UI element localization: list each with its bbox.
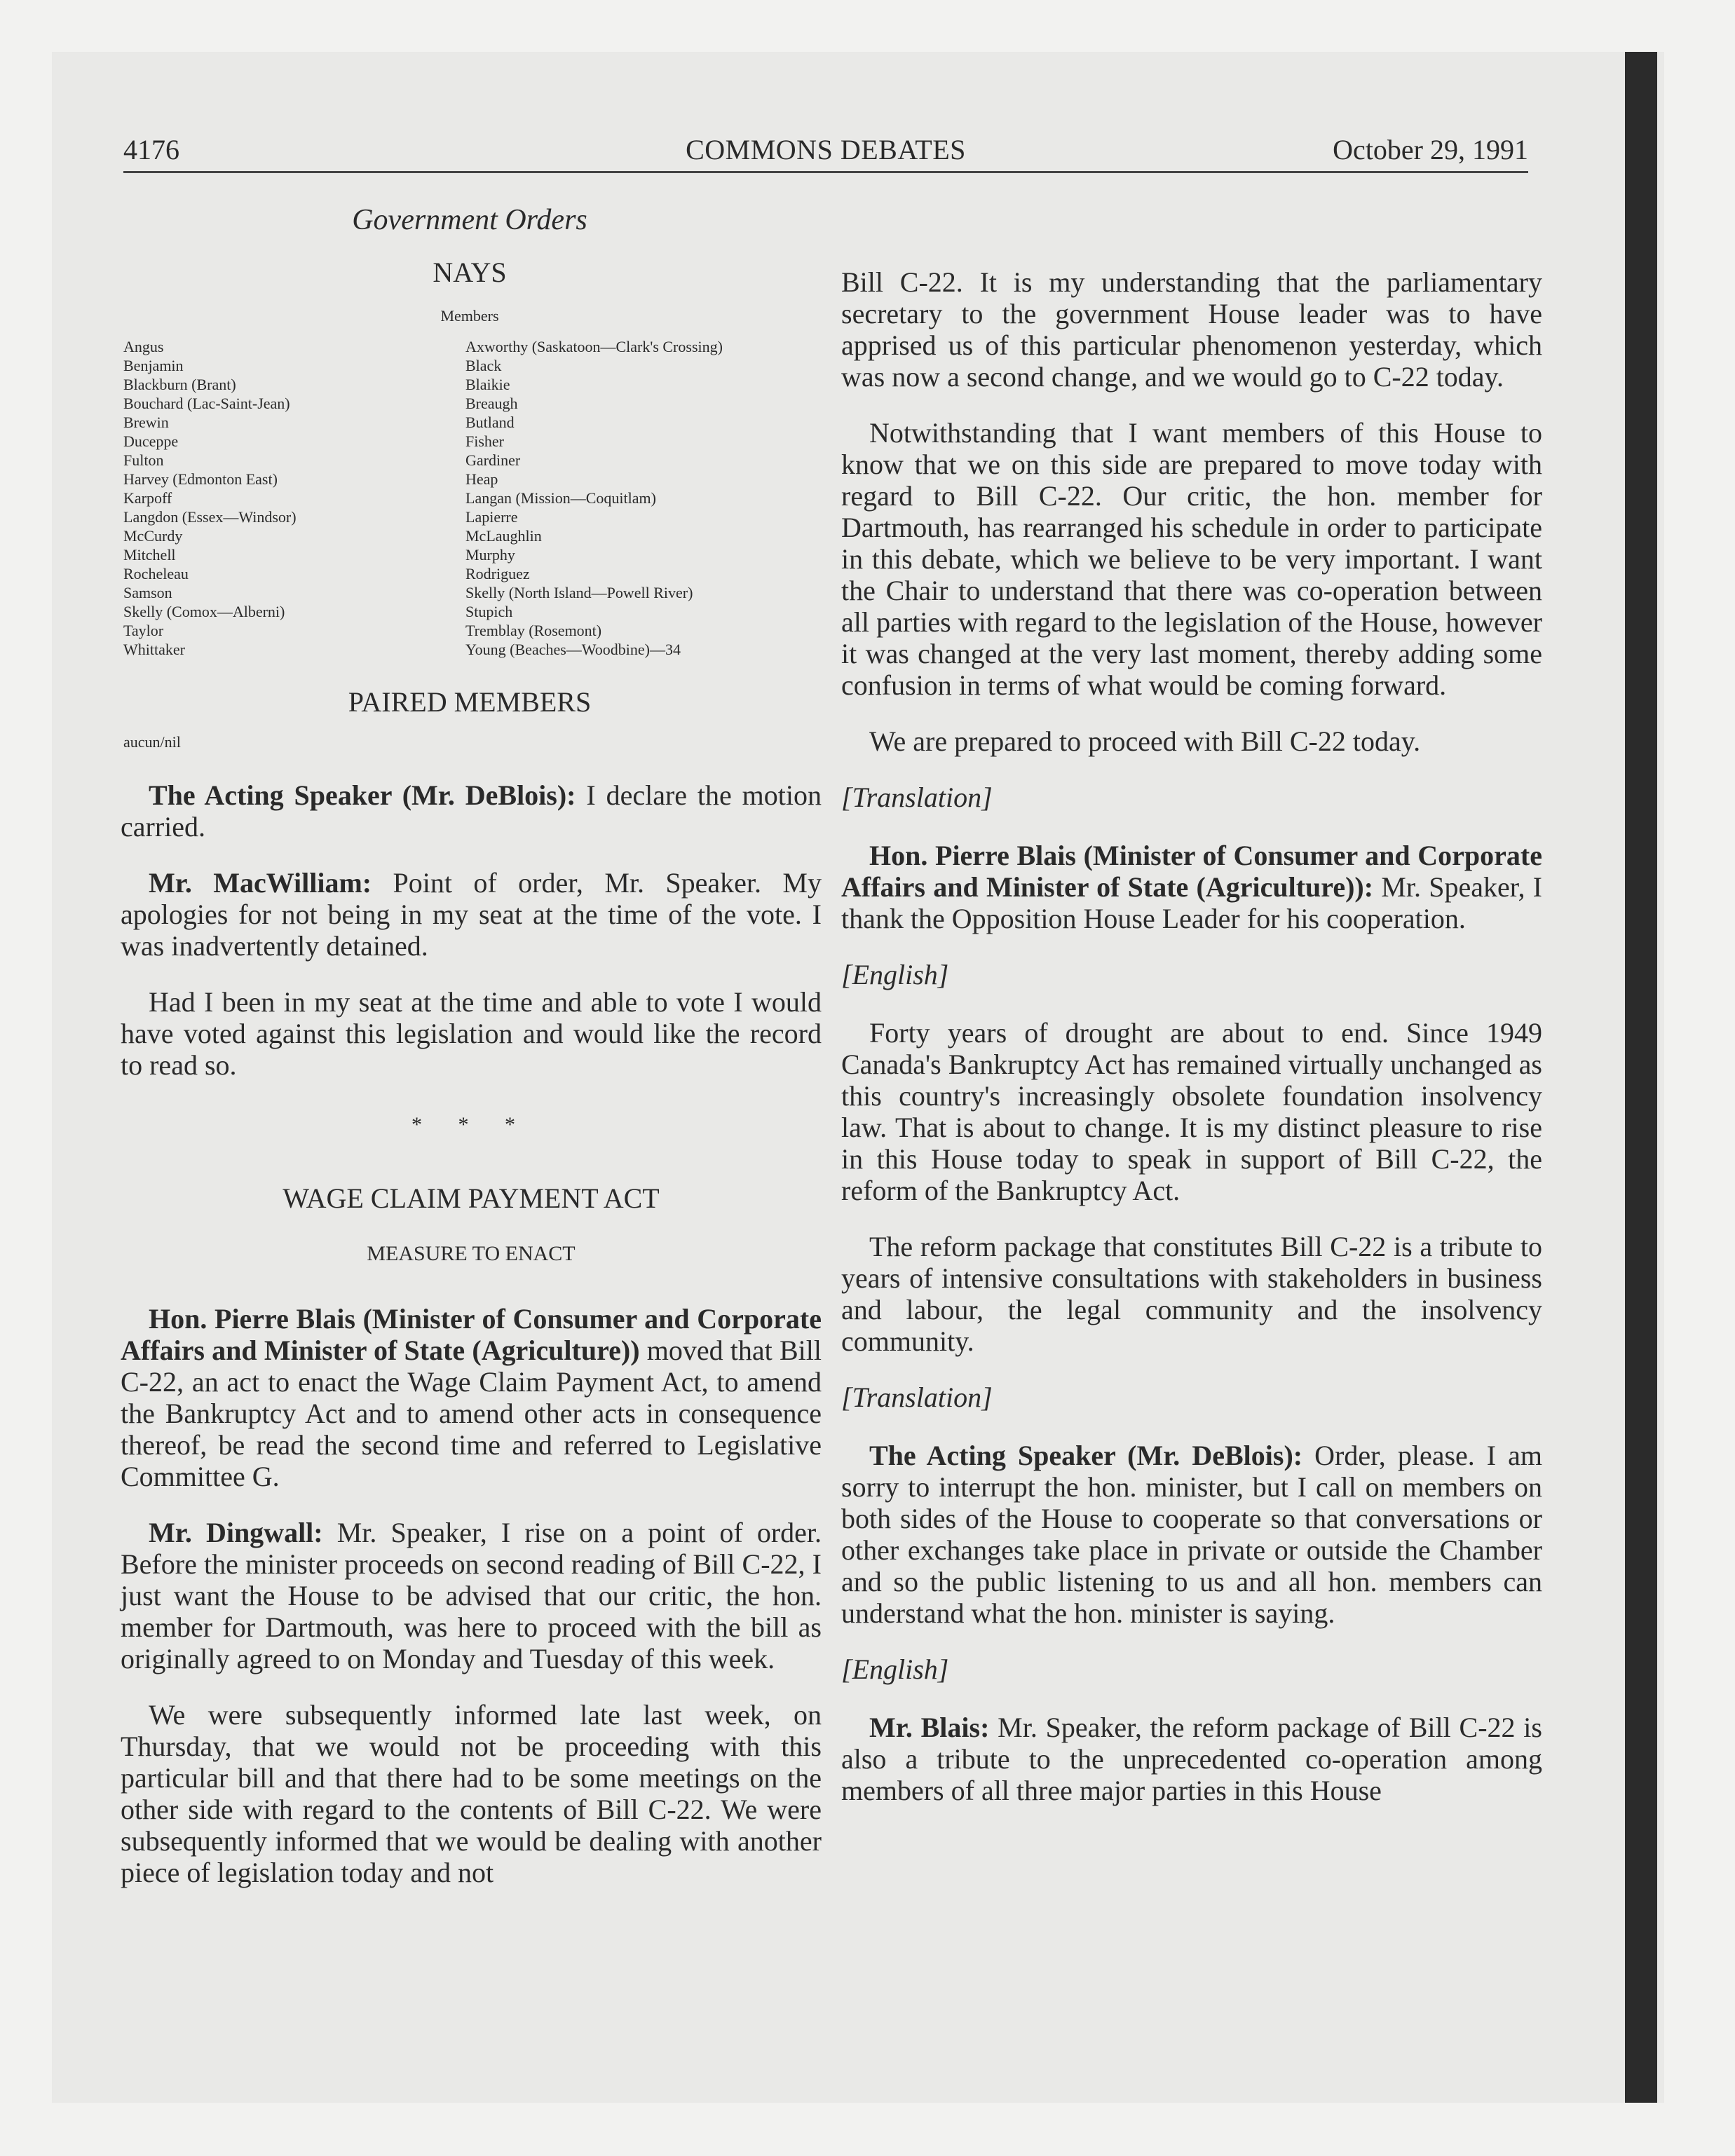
page-number: 4176 — [123, 134, 179, 165]
member-name: Brewin — [123, 414, 169, 431]
paragraph — [121, 779, 822, 842]
speech-text: Order, please. I am sorry to interrupt the hon. minister, but I call on members on both sides of the House to cooperate so that conversations or other exchanges take place in private or outside the Chamber and so the public listening to us and all hon. members can understand what the hon. minister is saying. — [841, 1440, 1543, 1629]
member-name: Blackburn (Brant) — [123, 376, 236, 393]
section-title: Government Orders — [352, 204, 587, 236]
paragraph: Bill C-22. It is my understanding that the parliamentary secretary to the government House leader was to have apprised us of this particular phenomenon yesterday, which was now a second change, and we would go to C-22 today. — [841, 266, 1542, 393]
member-name: Rocheleau — [123, 565, 189, 582]
member-name: Samson — [123, 584, 172, 601]
nays-heading: NAYS — [433, 257, 507, 288]
member-name: McLaughlin — [465, 527, 542, 545]
member-name: Fisher — [465, 432, 504, 450]
member-name: Harvey (Edmonton East) — [123, 470, 278, 488]
speaker-name: Mr. Dingwall: — [149, 1517, 323, 1548]
member-name: Heap — [465, 470, 498, 488]
paragraph — [841, 840, 1542, 934]
speaker-name: Mr. Blais: — [869, 1712, 990, 1743]
member-name: Breaugh — [465, 395, 518, 412]
member-name: Stupich — [465, 603, 513, 620]
speech-text: Mr. Speaker, the reform package of Bill C-22 is also a tribute to the unprecedented co-operation among members of all three major parties in this House — [841, 1712, 1542, 1806]
members-label: Members — [440, 307, 499, 325]
paragraph — [121, 867, 822, 962]
member-name: Skelly (North Island—Powell River) — [465, 584, 693, 601]
translation-marker: [Translation] — [841, 1381, 993, 1413]
member-name: Mitchell — [123, 546, 176, 564]
member-name: Benjamin — [123, 357, 184, 374]
member-name: Murphy — [465, 546, 515, 564]
member-name: Whittaker — [123, 641, 185, 658]
act-title: WAGE CLAIM PAYMENT ACT — [283, 1182, 660, 1214]
speech-text: moved that Bill C-22, an act to enact the Wage Claim Payment Act, to amend the Bankruptcy Act and to amend other acts in consequence thereof, be read the second time and referred to Legislative Committee G. — [121, 1335, 822, 1492]
member-name: Gardiner — [465, 451, 521, 469]
page-header — [123, 132, 1528, 173]
nays-list-right — [465, 337, 858, 659]
speaker-name: Hon. Pierre Blais (Minister of Consumer and Corporate Affairs and Minister of State (Agriculture)) — [121, 1303, 822, 1366]
member-name: Tremblay (Rosemont) — [465, 622, 602, 639]
paired-members-heading: PAIRED MEMBERS — [348, 686, 592, 718]
speaker-name: The Acting Speaker (Mr. DeBlois): — [149, 779, 576, 811]
section-separator: * * * — [411, 1113, 531, 1136]
member-name: Skelly (Comox—Alberni) — [123, 603, 285, 620]
speaker-name: Mr. MacWilliam: — [149, 867, 372, 899]
paragraph — [121, 1517, 822, 1674]
member-name: Bouchard (Lac-Saint-Jean) — [123, 395, 290, 412]
page-date: October 29, 1991 — [1333, 134, 1528, 165]
member-name: Duceppe — [123, 432, 179, 450]
speaker-name: The Acting Speaker (Mr. DeBlois): — [869, 1440, 1303, 1471]
scan-edge-bar — [1625, 52, 1657, 2103]
publication-title: COMMONS DEBATES — [686, 134, 966, 165]
member-name: Taylor — [123, 622, 164, 639]
speech-text: I declare the motion carried. — [121, 779, 822, 842]
paragraph: Notwithstanding that I want members of this House to know that we on this side are prepared to move today with regard to Bill C-22. Our critic, the hon. member for Dartmouth, has rearranged his schedule in order to participate in this debate, which we believe to be very important. I want the Chair to understand that there was co-operation between all parties with regard to the legislation of the House, however it was changed at the very last moment, thereby adding some confusion in terms of what would be coming forward. — [841, 417, 1542, 701]
language-marker: [English] — [841, 1653, 949, 1685]
right-text-column — [841, 266, 1542, 1831]
paragraph — [841, 1712, 1542, 1806]
paragraph — [841, 1440, 1542, 1629]
speech-text: Mr. Speaker, I thank the Opposition House Leader for his cooperation. — [841, 871, 1543, 934]
speaker-name: Hon. Pierre Blais (Minister of Consumer and Corporate Affairs and Minister of State (Agriculture)): — [841, 840, 1542, 903]
paragraph: We are prepared to proceed with Bill C-22 today. — [869, 725, 1421, 757]
left-text-column — [121, 779, 822, 1913]
member-name: McCurdy — [123, 527, 183, 545]
paragraph — [121, 1303, 822, 1492]
member-name: Fulton — [123, 451, 164, 469]
member-name: Angus — [123, 338, 164, 355]
member-name: Lapierre — [465, 508, 518, 526]
member-name: Axworthy (Saskatoon—Clark's Crossing) — [465, 338, 723, 355]
paragraph: Had I been in my seat at the time and able to vote I would have voted against this legislation and would like the record to read so. — [121, 986, 822, 1081]
member-name: Rodriguez — [465, 565, 530, 582]
member-name: Young (Beaches—Woodbine)—34 — [465, 641, 681, 658]
member-name: Black — [465, 357, 502, 374]
nays-list-left — [123, 337, 474, 659]
paragraph: We were subsequently informed late last week, on Thursday, that we would not be proceeding with this particular bill and that there had to be some meetings on the other side with regard to the contents of Bill C-22. We were subsequently informed that we would be dealing with another piece of legislation today and not — [121, 1699, 822, 1888]
language-marker: [English] — [841, 959, 949, 990]
speech-text: Point of order, Mr. Speaker. My apologies for not being in my seat at the time of the vote. I was inadvertently detained. — [121, 867, 822, 962]
paragraph: Forty years of drought are about to end. Since 1949 Canada's Bankruptcy Act has remained virtually unchanged as this country's increasingly obsolete foundation insolvency law. That is about to change. It is my distinct pleasure to rise in this House today to speak in support of Bill C-22, the reform of the Bankruptcy Act. — [841, 1017, 1542, 1206]
member-name: Langdon (Essex—Windsor) — [123, 508, 297, 526]
member-name: Langan (Mission—Coquitlam) — [465, 489, 656, 507]
member-name: Blaikie — [465, 376, 510, 393]
act-subtitle: MEASURE TO ENACT — [367, 1242, 576, 1265]
translation-marker: [Translation] — [841, 782, 993, 813]
paired-members-note: aucun/nil — [123, 733, 181, 751]
member-name: Butland — [465, 414, 515, 431]
speech-text: Mr. Speaker, I rise on a point of order. Before the minister proceeds on second reading of Bill C-22, I just want the House to be advised that our critic, the hon. member for Dartmouth, was here to proceed with the bill as originally agreed to on Monday and Tuesday of this week. — [121, 1517, 822, 1674]
member-name: Karpoff — [123, 489, 172, 507]
paragraph: The reform package that constitutes Bill C-22 is a tribute to years of intensive consultations with stakeholders in business and labour, the legal community and the insolvency community. — [841, 1231, 1542, 1357]
